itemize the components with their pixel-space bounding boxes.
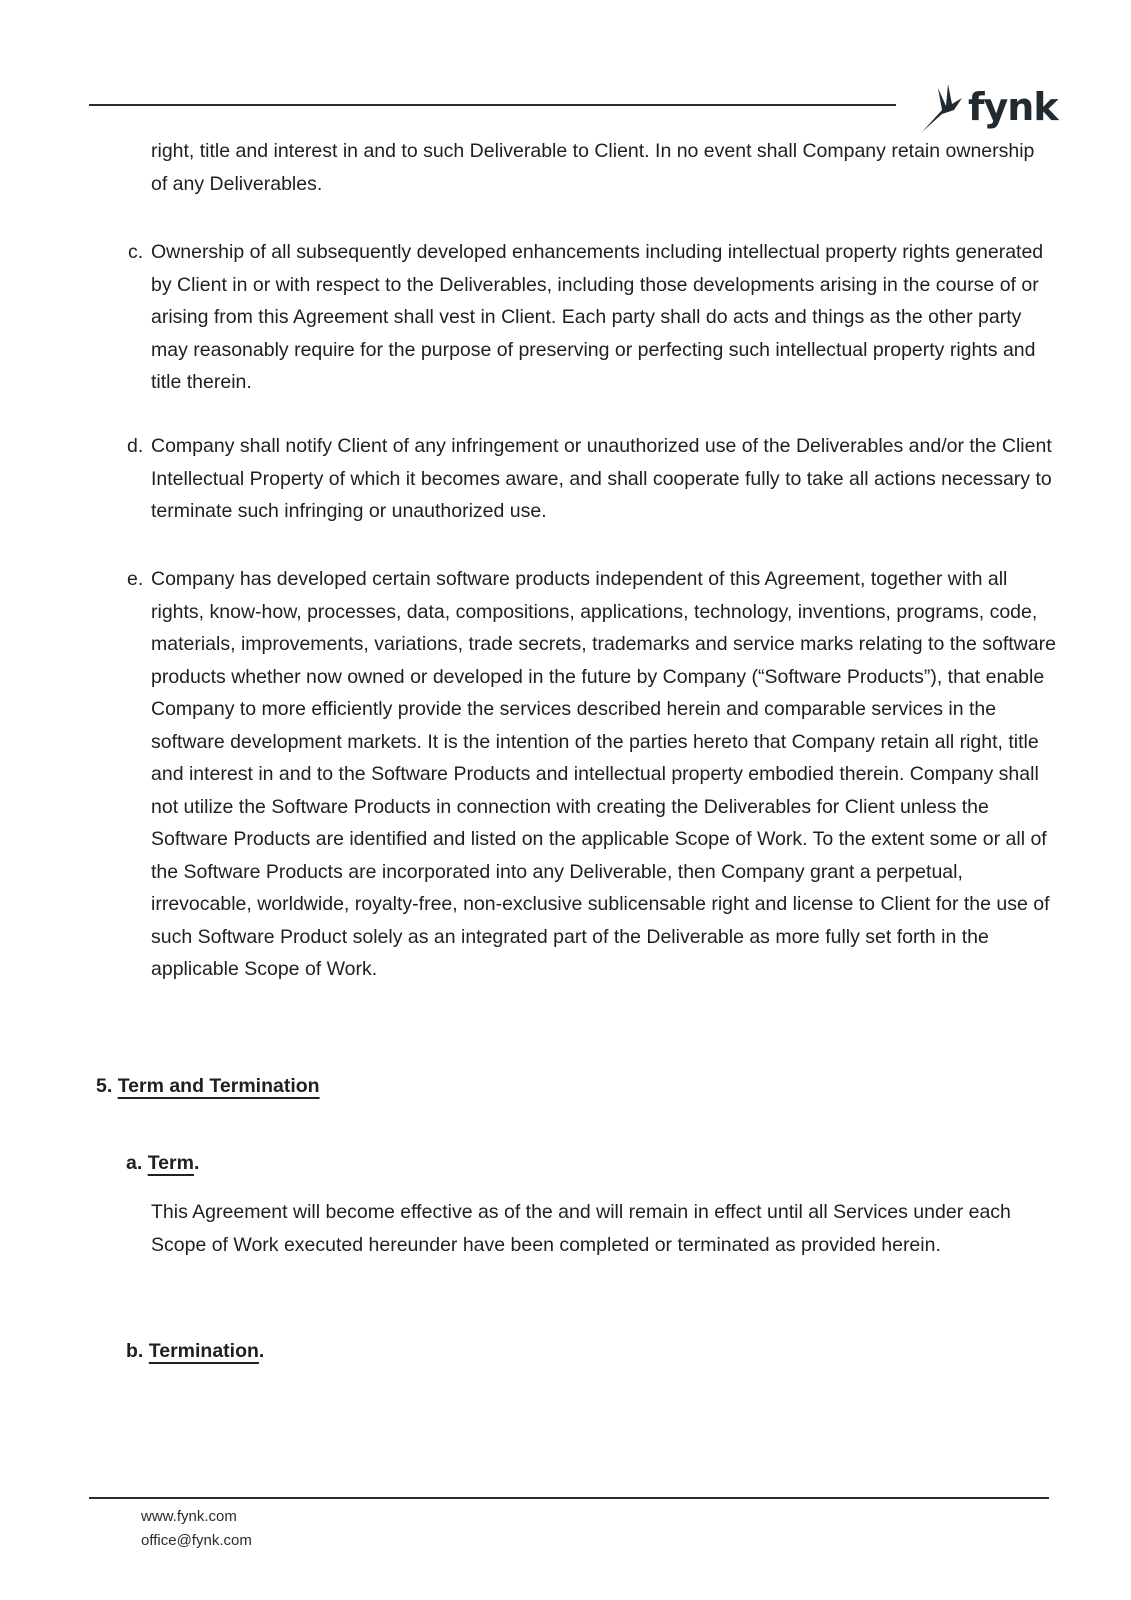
bird-logo-icon bbox=[918, 80, 964, 134]
clause-c-marker: c. bbox=[128, 241, 144, 263]
term-punct: . bbox=[193, 1152, 200, 1174]
termination-marker: b. bbox=[126, 1340, 144, 1362]
section-5-number: 5. bbox=[96, 1075, 113, 1097]
fynk-logo bbox=[918, 80, 1058, 134]
clause-e-marker: e. bbox=[127, 568, 144, 590]
footer-email: office@fynk.com bbox=[141, 1532, 252, 1549]
header-divider bbox=[89, 104, 896, 106]
clause-e-text: Company has developed certain software products independent of this Agreement, together with all rights, know-how, processes, data, compositions, applications, technology, inventions, programs, code, materials, improvements, variations, trade secrets, trademarks and service marks relating to the software products whether now owned or developed in the future by Company (“Software Products”), that enable Company to more efficiently provide the services described herein and comparable services in the software development markets. It is the intention of the parties hereto that Company retain all right, title and interest in and to the Software Products and intellectual property embodied therein. Company shall not utilize the Software Products in connection with creating the Deliverables for Client unless the Software Products are identified and listed on the applicable Scope of Work. To the extent some or all of the Software Products are incorporated into any Deliverable, then Company grant a perpetual, irrevocable, worldwide, royalty-free, non-exclusive sublicensable right and license to Client for the use of such Software Product solely as an integrated part of the Deliverable as more fully set forth in the applicable Scope of Work. bbox=[151, 568, 1056, 980]
termination-heading bbox=[126, 1337, 264, 1365]
term-title: Term bbox=[147, 1152, 194, 1174]
logo-wordmark: fynk bbox=[968, 85, 1058, 129]
section-5-title: Term and Termination bbox=[117, 1075, 320, 1097]
term-marker: a. bbox=[126, 1152, 143, 1174]
clause-d-text: Company shall notify Client of any infringement or unauthorized use of the Deliverables and/or the Client Intellectual Property of which it becomes aware, and shall cooperate fully to take all actions necessary to terminate such infringing or unauthorized use. bbox=[151, 435, 1052, 522]
clause-c-text: Ownership of all subsequently developed enhancements including intellectual property rights generated by Client in or with respect to the Deliverables, including those developments arising in the course of or arising from this Agreement shall vest in Client. Each party shall do acts and things as the other party may reasonably require for the purpose of preserving or perfecting such intellectual property rights and title therein. bbox=[151, 241, 1044, 393]
term-heading bbox=[126, 1149, 199, 1177]
termination-punct: . bbox=[258, 1340, 265, 1362]
term-text: This Agreement will become effective as of the and will remain in effect until all Services under each Scope of Work executed hereunder have been completed or terminated as provided herein. bbox=[151, 1201, 1011, 1256]
clause-d-marker: d. bbox=[127, 435, 144, 457]
footer-divider bbox=[89, 1497, 1049, 1499]
footer-website: www.fynk.com bbox=[141, 1508, 237, 1525]
continued-clause-text: right, title and interest in and to such Deliverable to Client. In no event shall Company retain ownership of any Deliverables. bbox=[151, 140, 1035, 195]
termination-title: Termination bbox=[148, 1340, 259, 1362]
section-5-heading bbox=[96, 1072, 320, 1100]
